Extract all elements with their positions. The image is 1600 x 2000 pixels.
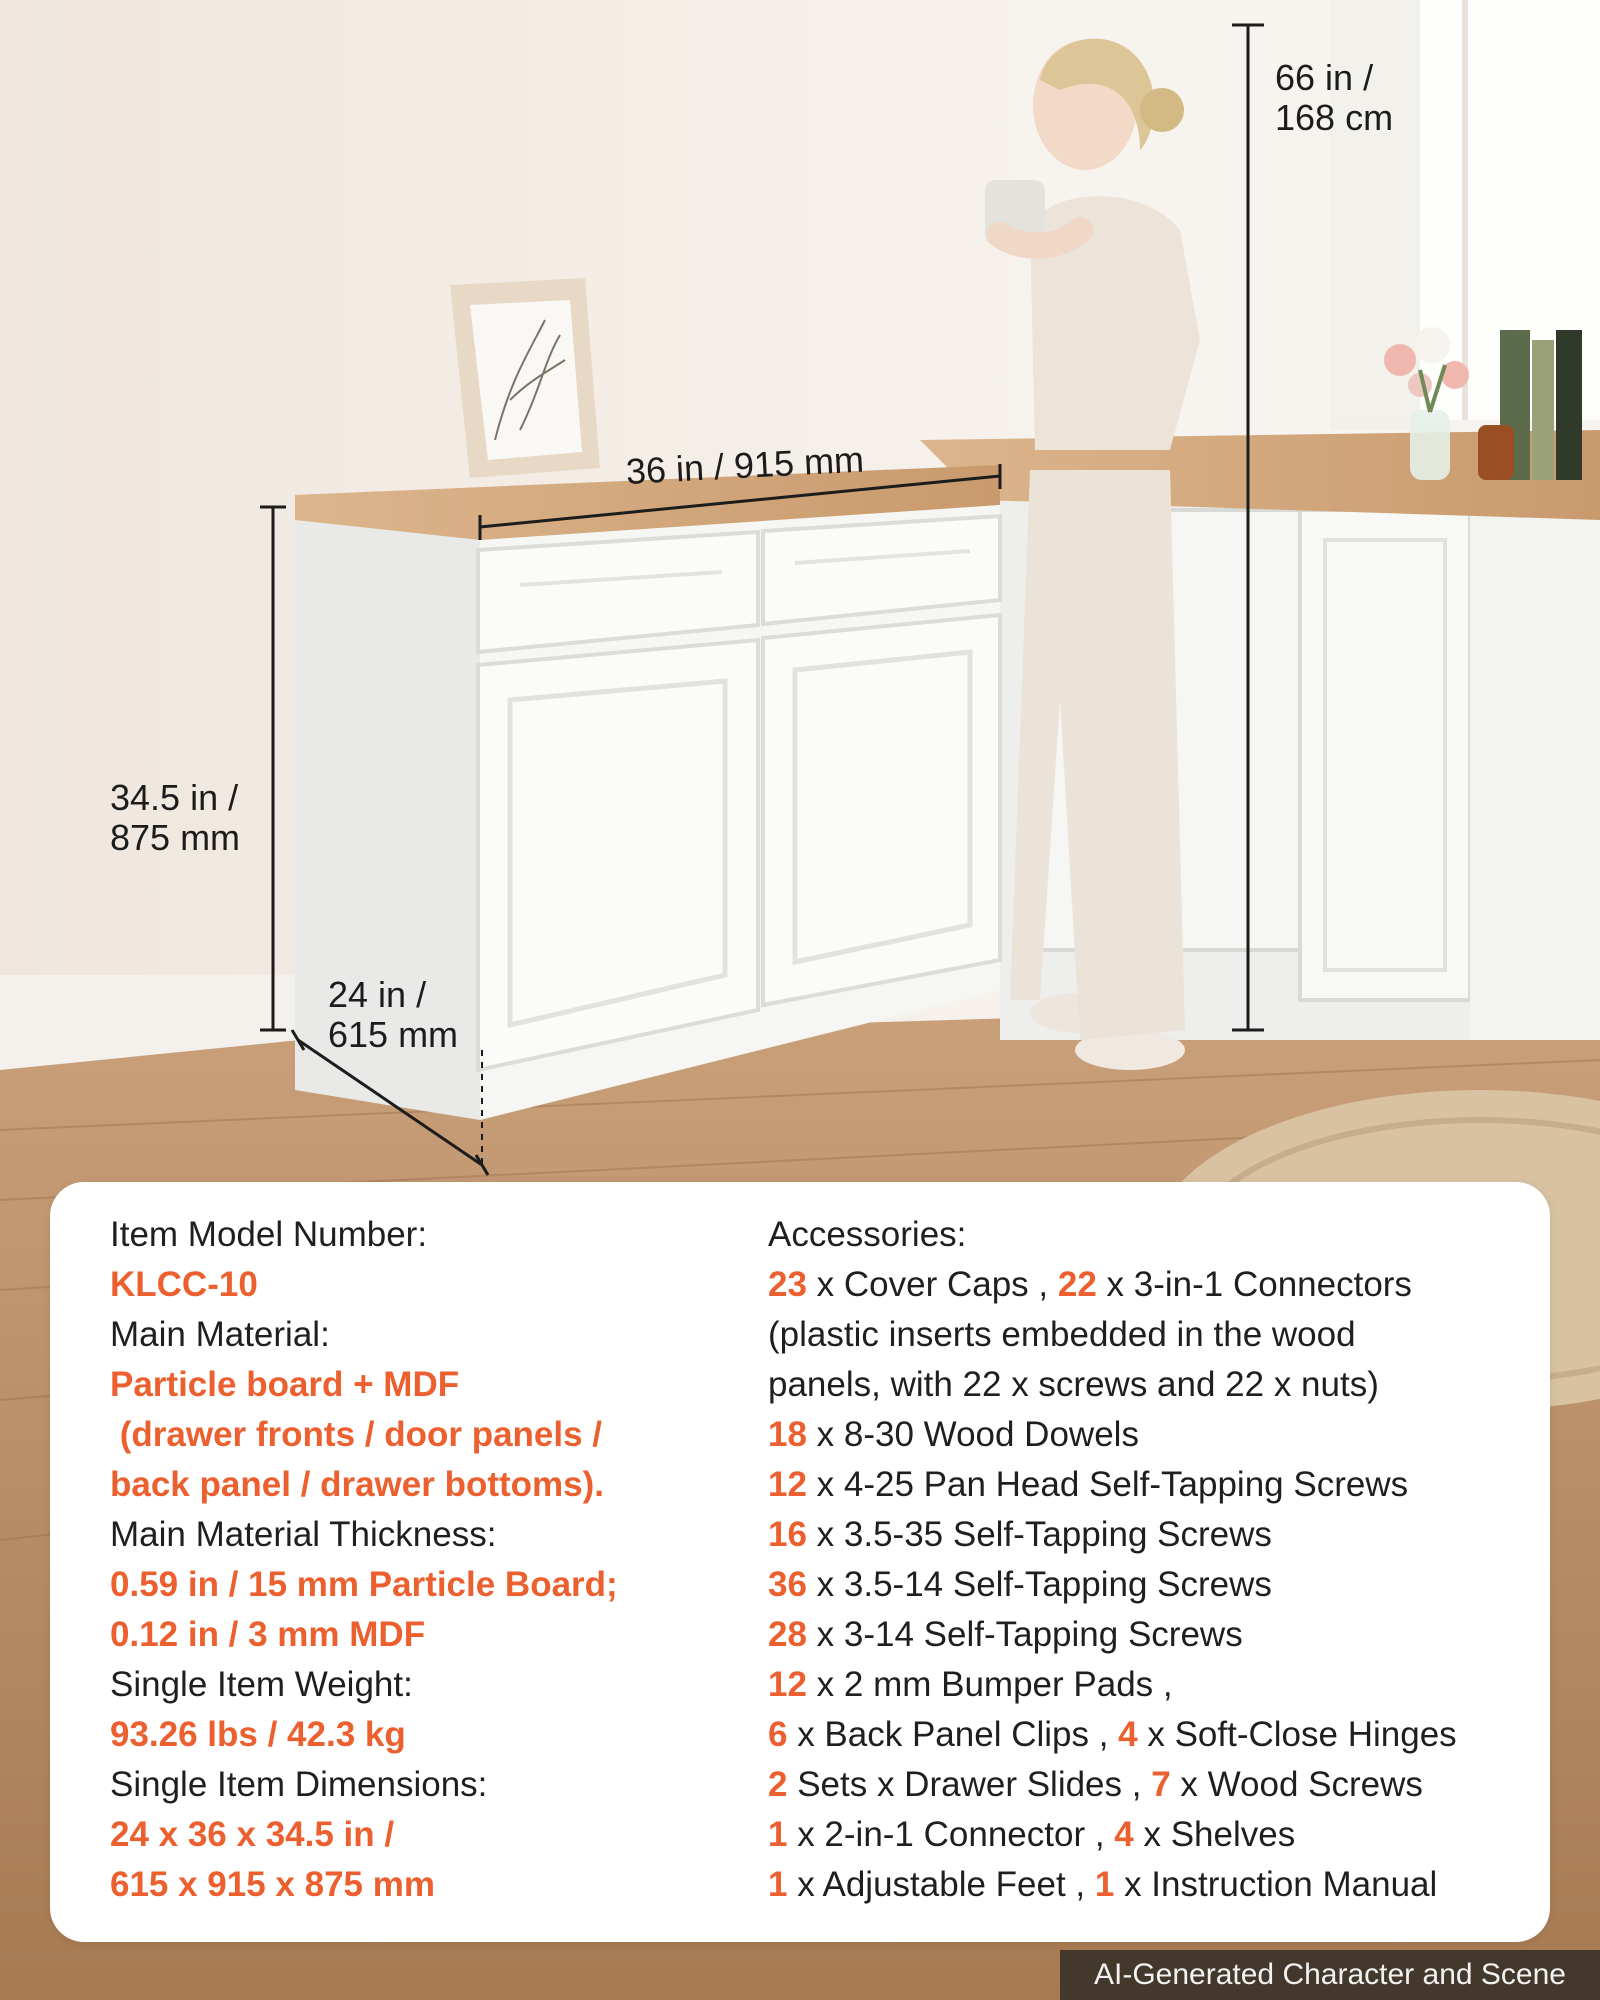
accessory-line bbox=[768, 1660, 1528, 1710]
accessory-text: x Wood Screws bbox=[1170, 1765, 1423, 1804]
spec-label-dimensions: Single Item Dimensions: bbox=[110, 1765, 488, 1804]
accessory-quantity: 18 bbox=[768, 1415, 807, 1454]
accessory-text: Sets x Drawer Slides , bbox=[787, 1765, 1152, 1804]
accessories-list bbox=[768, 1260, 1528, 1910]
depth-dimension-label bbox=[328, 975, 458, 1055]
accessory-quantity: 6 bbox=[768, 1715, 788, 1754]
spec-value-thickness-1: 0.59 in / 15 mm Particle Board; bbox=[110, 1565, 618, 1604]
specs-column bbox=[110, 1210, 710, 1910]
accessory-text: x Instruction Manual bbox=[1114, 1865, 1438, 1904]
accessory-quantity: 1 bbox=[768, 1815, 788, 1854]
specs-card bbox=[50, 1182, 1550, 1942]
accessory-text: (plastic inserts embedded in the wood bbox=[768, 1315, 1356, 1354]
accessory-quantity: 36 bbox=[768, 1565, 807, 1604]
cabinet-height-line1: 34.5 in / bbox=[110, 777, 239, 818]
accessory-text: x 3.5-14 Self-Tapping Screws bbox=[806, 1565, 1272, 1604]
spec-label-material: Main Material: bbox=[110, 1315, 330, 1354]
accessory-text: panels, with 22 x screws and 22 x nuts) bbox=[768, 1365, 1379, 1404]
spec-label-weight: Single Item Weight: bbox=[110, 1665, 413, 1704]
cabinet-height-dimension-label bbox=[110, 778, 240, 858]
accessory-text: x 4-25 Pan Head Self-Tapping Screws bbox=[806, 1465, 1409, 1504]
accessory-line bbox=[768, 1360, 1528, 1410]
accessory-line bbox=[768, 1710, 1528, 1760]
spec-value-dimensions-in: 24 x 36 x 34.5 in / bbox=[110, 1815, 395, 1854]
accessory-text: x 3.5-35 Self-Tapping Screws bbox=[806, 1515, 1272, 1554]
accessory-text: x Cover Caps , bbox=[806, 1265, 1058, 1304]
accessory-quantity: 22 bbox=[1057, 1265, 1097, 1304]
spec-value-thickness-2: 0.12 in / 3 mm MDF bbox=[110, 1615, 426, 1654]
height-dimension-label bbox=[1275, 58, 1393, 138]
spec-label-thickness: Main Material Thickness: bbox=[110, 1515, 497, 1554]
accessory-text: x 3-in-1 Connectors bbox=[1096, 1265, 1412, 1304]
accessory-text: x 2-in-1 Connector , bbox=[787, 1815, 1115, 1854]
accessory-quantity: 1 bbox=[768, 1865, 788, 1904]
accessory-text: x Adjustable Feet , bbox=[787, 1865, 1095, 1904]
accessories-title: Accessories: bbox=[768, 1215, 967, 1254]
height-dimension-line1: 66 in / bbox=[1275, 57, 1374, 98]
accessory-quantity: 28 bbox=[768, 1615, 807, 1654]
spec-value-material: Particle board + MDF bbox=[110, 1365, 460, 1404]
accessory-line bbox=[768, 1760, 1528, 1810]
accessory-line bbox=[768, 1860, 1528, 1910]
spec-label-model: Item Model Number: bbox=[110, 1215, 428, 1254]
spec-value-material-detail-1: (drawer fronts / door panels / bbox=[110, 1415, 603, 1454]
accessory-line bbox=[768, 1260, 1528, 1310]
height-dimension-line2: 168 cm bbox=[1275, 97, 1394, 138]
spec-value-material-detail-2: back panel / drawer bottoms). bbox=[110, 1465, 604, 1504]
accessory-text: x Soft-Close Hinges bbox=[1137, 1715, 1457, 1754]
accessory-quantity: 1 bbox=[1094, 1865, 1115, 1904]
accessories-column bbox=[768, 1210, 1528, 1910]
spec-value-weight: 93.26 lbs / 42.3 kg bbox=[110, 1715, 406, 1754]
accessory-text: x Back Panel Clips , bbox=[787, 1715, 1119, 1754]
accessory-quantity: 4 bbox=[1118, 1715, 1138, 1754]
accessory-line bbox=[768, 1560, 1528, 1610]
accessory-quantity: 12 bbox=[768, 1665, 807, 1704]
accessory-line bbox=[768, 1460, 1528, 1510]
accessory-line bbox=[768, 1310, 1528, 1360]
width-dimension-text: 36 in / 915 mm bbox=[624, 438, 865, 492]
accessory-quantity: 2 bbox=[768, 1765, 788, 1804]
accessory-line bbox=[768, 1810, 1528, 1860]
accessory-line bbox=[768, 1610, 1528, 1660]
accessory-line bbox=[768, 1510, 1528, 1560]
ai-generated-badge: AI-Generated Character and Scene bbox=[1060, 1950, 1600, 2000]
spec-value-model: KLCC-10 bbox=[110, 1265, 258, 1304]
depth-dimension-line1: 24 in / bbox=[328, 974, 427, 1015]
accessory-text: x Shelves bbox=[1133, 1815, 1296, 1854]
accessory-text: x 8-30 Wood Dowels bbox=[806, 1415, 1139, 1454]
accessory-quantity: 16 bbox=[768, 1515, 807, 1554]
accessory-quantity: 12 bbox=[768, 1465, 807, 1504]
accessory-text: x 2 mm Bumper Pads , bbox=[806, 1665, 1173, 1704]
spec-value-dimensions-mm: 615 x 915 x 875 mm bbox=[110, 1865, 435, 1904]
accessory-line bbox=[768, 1410, 1528, 1460]
depth-dimension-line2: 615 mm bbox=[328, 1014, 459, 1055]
accessory-quantity: 7 bbox=[1151, 1765, 1171, 1804]
accessory-text: x 3-14 Self-Tapping Screws bbox=[806, 1615, 1243, 1654]
accessory-quantity: 23 bbox=[768, 1265, 807, 1304]
cabinet-height-line2: 875 mm bbox=[110, 817, 241, 858]
accessory-quantity: 4 bbox=[1114, 1815, 1134, 1854]
